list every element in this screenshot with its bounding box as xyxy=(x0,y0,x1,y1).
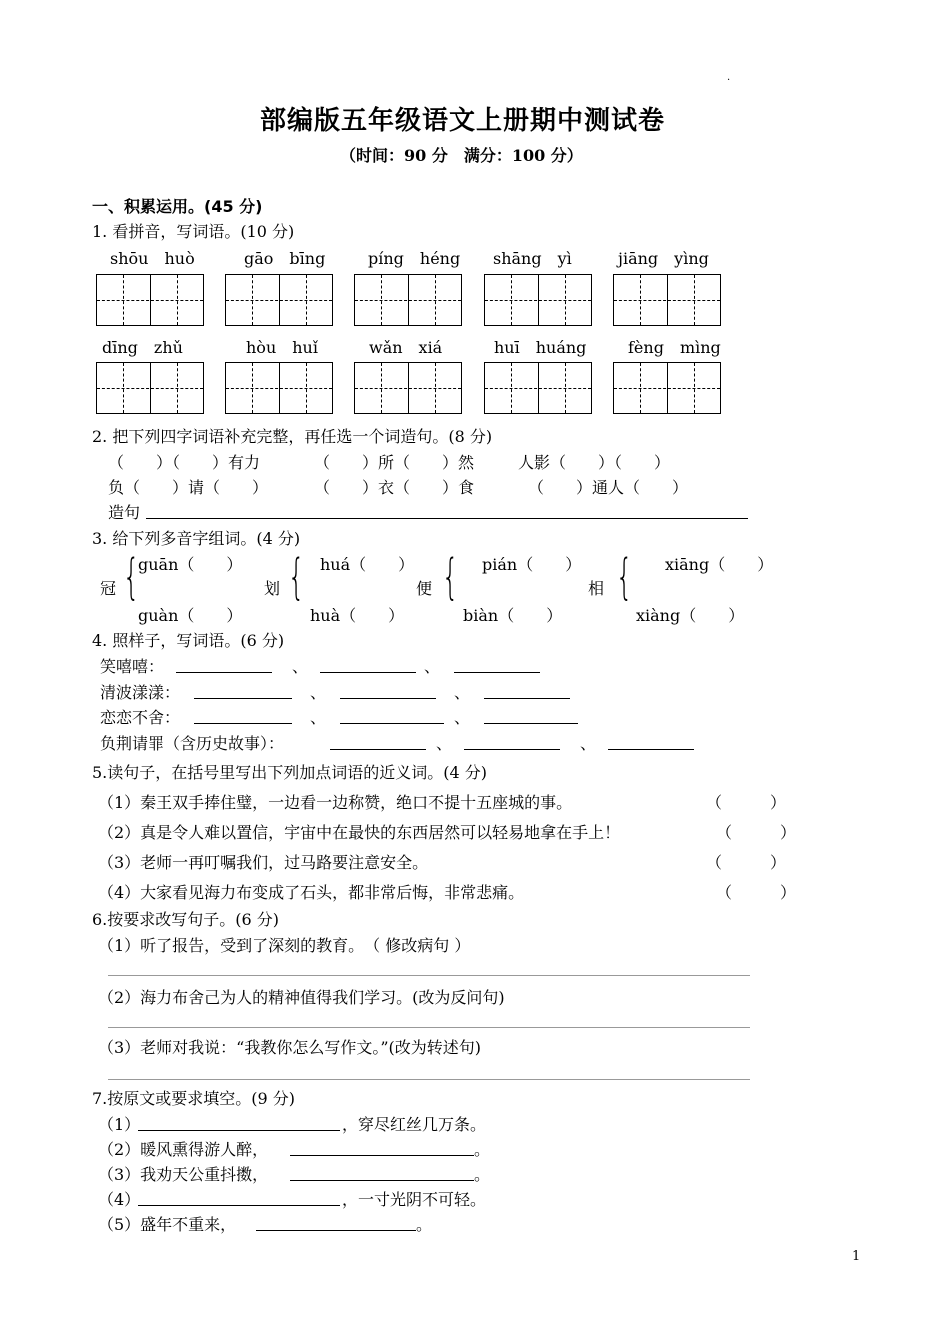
zaoju-answer-line[interactable] xyxy=(146,518,748,519)
polyphone-bottom[interactable]: xiàng（ ） xyxy=(636,606,745,625)
answer-line[interactable] xyxy=(330,749,426,750)
separator: 、 xyxy=(436,734,453,753)
tianzige-box[interactable] xyxy=(484,362,592,414)
polyphone-top[interactable]: guān（ ） xyxy=(138,555,243,574)
separator: 、 xyxy=(424,657,441,676)
polyphone-char: 相 xyxy=(588,579,605,598)
polyphone-top[interactable]: xiāng（ ） xyxy=(665,555,774,574)
polyphone-bottom[interactable]: huà（ ） xyxy=(310,606,405,625)
tianzige-box[interactable] xyxy=(354,362,462,414)
tianzige-box[interactable] xyxy=(613,274,721,326)
q7-post: 。 xyxy=(416,1215,433,1234)
pinyin-label: shāng yì xyxy=(493,249,572,268)
answer-line[interactable] xyxy=(138,1130,340,1131)
answer-line[interactable] xyxy=(340,698,436,699)
idiom-blank[interactable]: （ ）通人（ ） xyxy=(528,478,689,497)
q2-prompt: 2. 把下列四字词语补充完整，再任选一个词造句。(8 分) xyxy=(92,427,493,446)
pinyin-label: gāo bīng xyxy=(244,249,326,268)
q5-sentence: （3）老师一再叮嘱我们，过马路要注意安全。 xyxy=(98,853,429,872)
q7-post: ，一寸光阴不可轻。 xyxy=(342,1190,487,1209)
answer-line[interactable] xyxy=(256,1230,416,1231)
tianzige-box[interactable] xyxy=(96,274,204,326)
q4-item-label: 负荆请罪（含历史故事）： xyxy=(100,734,285,753)
section1-heading: 一、积累运用。(45 分) xyxy=(92,197,263,216)
brace-icon: { xyxy=(615,549,633,605)
corner-mark: . xyxy=(727,72,731,83)
q6-prompt: 6.按要求改写句子。(6 分) xyxy=(92,910,280,929)
brace-icon: { xyxy=(287,549,305,605)
page-subtitle: （时间：90 分 满分：100 分） xyxy=(340,146,583,165)
answer-paren[interactable]: （ ） xyxy=(716,883,797,902)
tianzige-box[interactable] xyxy=(613,362,721,414)
answer-line[interactable] xyxy=(194,698,292,699)
separator: 、 xyxy=(310,683,327,702)
pinyin-label: dīng zhǔ xyxy=(102,338,183,357)
q5-sentence: （2）真是令人难以置信，宇宙中在最快的东西居然可以轻易地拿在手上！ xyxy=(98,823,621,842)
q6-item: （3）老师对我说：“我教你怎么写作文。”(改为转述句) xyxy=(98,1038,482,1057)
answer-line[interactable] xyxy=(108,1079,750,1080)
q7-pre: （5）盛年不重来， xyxy=(98,1215,237,1234)
q6-item: （1）听了报告，受到了深刻的教育。 （ 修改病句 ） xyxy=(98,936,471,955)
answer-line[interactable] xyxy=(138,1205,340,1206)
polyphone-top[interactable]: pián（ ） xyxy=(482,555,582,574)
separator: 、 xyxy=(310,708,327,727)
answer-line[interactable] xyxy=(290,1180,474,1181)
polyphone-bottom[interactable]: biàn（ ） xyxy=(463,606,563,625)
q4-item-label: 笑嘻嘻： xyxy=(100,657,165,676)
pinyin-label: shōu huò xyxy=(110,249,195,268)
q7-pre: （1） xyxy=(98,1115,141,1134)
answer-line[interactable] xyxy=(290,1155,474,1156)
answer-line[interactable] xyxy=(108,975,750,976)
q7-pre: （2）暖风熏得游人醉， xyxy=(98,1140,269,1159)
answer-line[interactable] xyxy=(464,749,560,750)
tianzige-box[interactable] xyxy=(354,274,462,326)
q7-pre: （4） xyxy=(98,1190,141,1209)
polyphone-bottom[interactable]: guàn（ ） xyxy=(138,606,243,625)
tianzige-box[interactable] xyxy=(225,362,333,414)
q5-prompt: 5.读句子，在括号里写出下列加点词语的近义词。(4 分) xyxy=(92,763,488,782)
polyphone-char: 冠 xyxy=(100,579,117,598)
polyphone-char: 划 xyxy=(264,579,281,598)
pinyin-label: fèng mìng xyxy=(628,338,721,357)
pinyin-label: píng héng xyxy=(368,249,461,268)
q7-prompt: 7.按原文或要求填空。(9 分) xyxy=(92,1089,296,1108)
q7-pre: （3）我劝天公重抖擞， xyxy=(98,1165,269,1184)
separator: 、 xyxy=(580,734,597,753)
q5-sentence: （4）大家看见海力布变成了石头，都非常后悔，非常悲痛。 xyxy=(98,883,525,902)
q4-prompt: 4. 照样子，写词语。(6 分) xyxy=(92,631,285,650)
q7-post: ，穿尽红丝几万条。 xyxy=(342,1115,487,1134)
brace-icon: { xyxy=(122,549,140,605)
pinyin-label: wǎn xiá xyxy=(369,338,443,357)
zaoju-label: 造句 xyxy=(108,503,141,522)
separator: 、 xyxy=(292,657,309,676)
tianzige-box[interactable] xyxy=(96,362,204,414)
idiom-blank[interactable]: 负（ ）请（ ） xyxy=(108,478,269,497)
separator: 、 xyxy=(454,683,471,702)
answer-line[interactable] xyxy=(454,672,540,673)
polyphone-top[interactable]: huá（ ） xyxy=(320,555,415,574)
answer-line[interactable] xyxy=(194,723,292,724)
answer-paren[interactable]: （ ） xyxy=(706,853,787,872)
idiom-blank[interactable]: 人影（ ）（ ） xyxy=(518,453,671,472)
q7-post: 。 xyxy=(474,1165,491,1184)
idiom-blank[interactable]: （ ）衣（ ）食 xyxy=(314,478,475,497)
brace-icon: { xyxy=(441,549,459,605)
answer-line[interactable] xyxy=(108,1027,750,1028)
answer-paren[interactable]: （ ） xyxy=(706,793,787,812)
answer-line[interactable] xyxy=(608,749,694,750)
answer-line[interactable] xyxy=(320,672,416,673)
answer-line[interactable] xyxy=(176,672,272,673)
tianzige-box[interactable] xyxy=(484,274,592,326)
q4-item-label: 恋恋不舍： xyxy=(100,708,181,727)
page-number: 1 xyxy=(852,1249,861,1264)
idiom-blank[interactable]: （ ）（ ）有力 xyxy=(108,453,261,472)
q1-prompt: 1. 看拼音，写词语。(10 分) xyxy=(92,222,295,241)
q4-item-label: 清波漾漾： xyxy=(100,683,181,702)
idiom-blank[interactable]: （ ）所（ ）然 xyxy=(314,453,475,472)
page-title: 部编版五年级语文上册期中测试卷 xyxy=(260,106,666,136)
answer-line[interactable] xyxy=(340,723,444,724)
pinyin-label: jiāng yìng xyxy=(618,249,709,268)
q6-item: （2）海力布舍己为人的精神值得我们学习。(改为反问句) xyxy=(98,988,505,1007)
answer-paren[interactable]: （ ） xyxy=(716,823,797,842)
q5-sentence: （1）秦王双手捧住璧，一边看一边称赞，绝口不提十五座城的事。 xyxy=(98,793,573,812)
answer-line[interactable] xyxy=(484,698,570,699)
answer-line[interactable] xyxy=(484,723,578,724)
polyphone-char: 便 xyxy=(416,579,433,598)
tianzige-box[interactable] xyxy=(225,274,333,326)
separator: 、 xyxy=(454,708,471,727)
pinyin-label: hòu huǐ xyxy=(246,338,318,357)
q7-post: 。 xyxy=(474,1140,491,1159)
q3-prompt: 3. 给下列多音字组词。(4 分) xyxy=(92,529,301,548)
pinyin-label: huī huáng xyxy=(494,338,587,357)
